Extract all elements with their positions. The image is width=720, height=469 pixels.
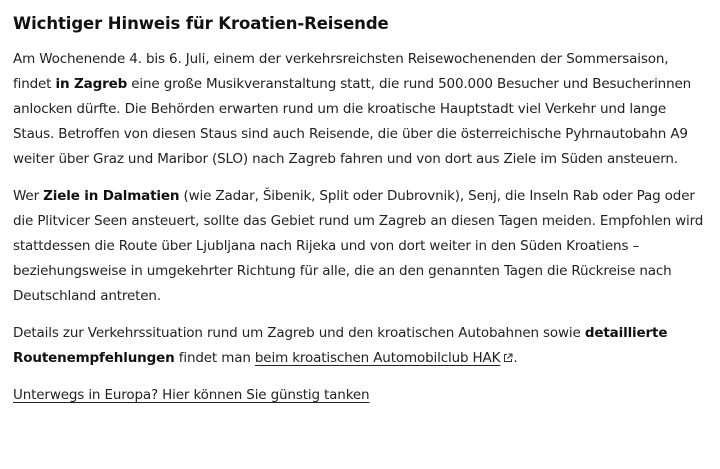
- paragraph-dalmatia-route: [13, 184, 706, 309]
- paragraph-text: (wie Zadar, Šibenik, Split oder Dubrovnik), Senj, die Inseln Rab oder Pag oder die Plitvicer Seen ansteuert, sollte das Gebiet rund um Zagreb an diesen Tagen meiden. Empfohlen wird stattdessen die Route über Ljubljana nach Rijeka und von dort weiter in den Süden Kroatiens – beziehungsweise in umgekehrter Richtung für alle, die an den genannten Tagen die Rückreise nach Deutschland antreten.: [13, 188, 704, 304]
- paragraph-text: .: [513, 350, 518, 366]
- hak-link-label: beim kroatischen Automobilclub HAK: [254, 350, 501, 366]
- fuel-prices-link[interactable]: Unterwegs in Europa? Hier können Sie günstig tanken: [13, 387, 370, 403]
- paragraph-text: Am Wochenende 4. bis 6. Juli, einem der verkehrsreichsten Reisewochenenden der Sommersaison, findet: [13, 51, 669, 92]
- bottom-link-container: [13, 383, 706, 408]
- paragraph-details-hak: [13, 321, 706, 371]
- bold-detaillierte-routenempfehlungen: detaillierte Routenempfehlungen: [13, 325, 668, 366]
- paragraph-text: Wer: [13, 188, 44, 204]
- paragraph-text: eine große Musikveranstaltung statt, die rund 500.000 Besucher und Besucherinnen anlocken dürfte. Die Behörden erwarten rund um die kroatische Hauptstadt viel Verkehr und lange Staus. Betroffen von diesen Staus sind auch Reisende, die über die österreichische Pyhrnautobahn A9 weiter über Graz und Maribor (SLO) nach Zagreb fahren und von dort aus Ziele im Süden ansteuern.: [13, 76, 692, 167]
- paragraph-text: findet man: [174, 350, 255, 366]
- paragraph-zagreb-event: [13, 47, 706, 172]
- external-link-icon: [503, 353, 513, 363]
- hak-link[interactable]: [255, 350, 513, 366]
- bold-ziele-in-dalmatien: Ziele in Dalmatien: [43, 188, 180, 204]
- bold-in-zagreb: in Zagreb: [55, 76, 128, 92]
- article-heading: Wichtiger Hinweis für Kroatien-Reisende: [13, 14, 389, 33]
- paragraph-text: Details zur Verkehrssituation rund um Zagreb und den kroatischen Autobahnen sowie: [13, 325, 585, 341]
